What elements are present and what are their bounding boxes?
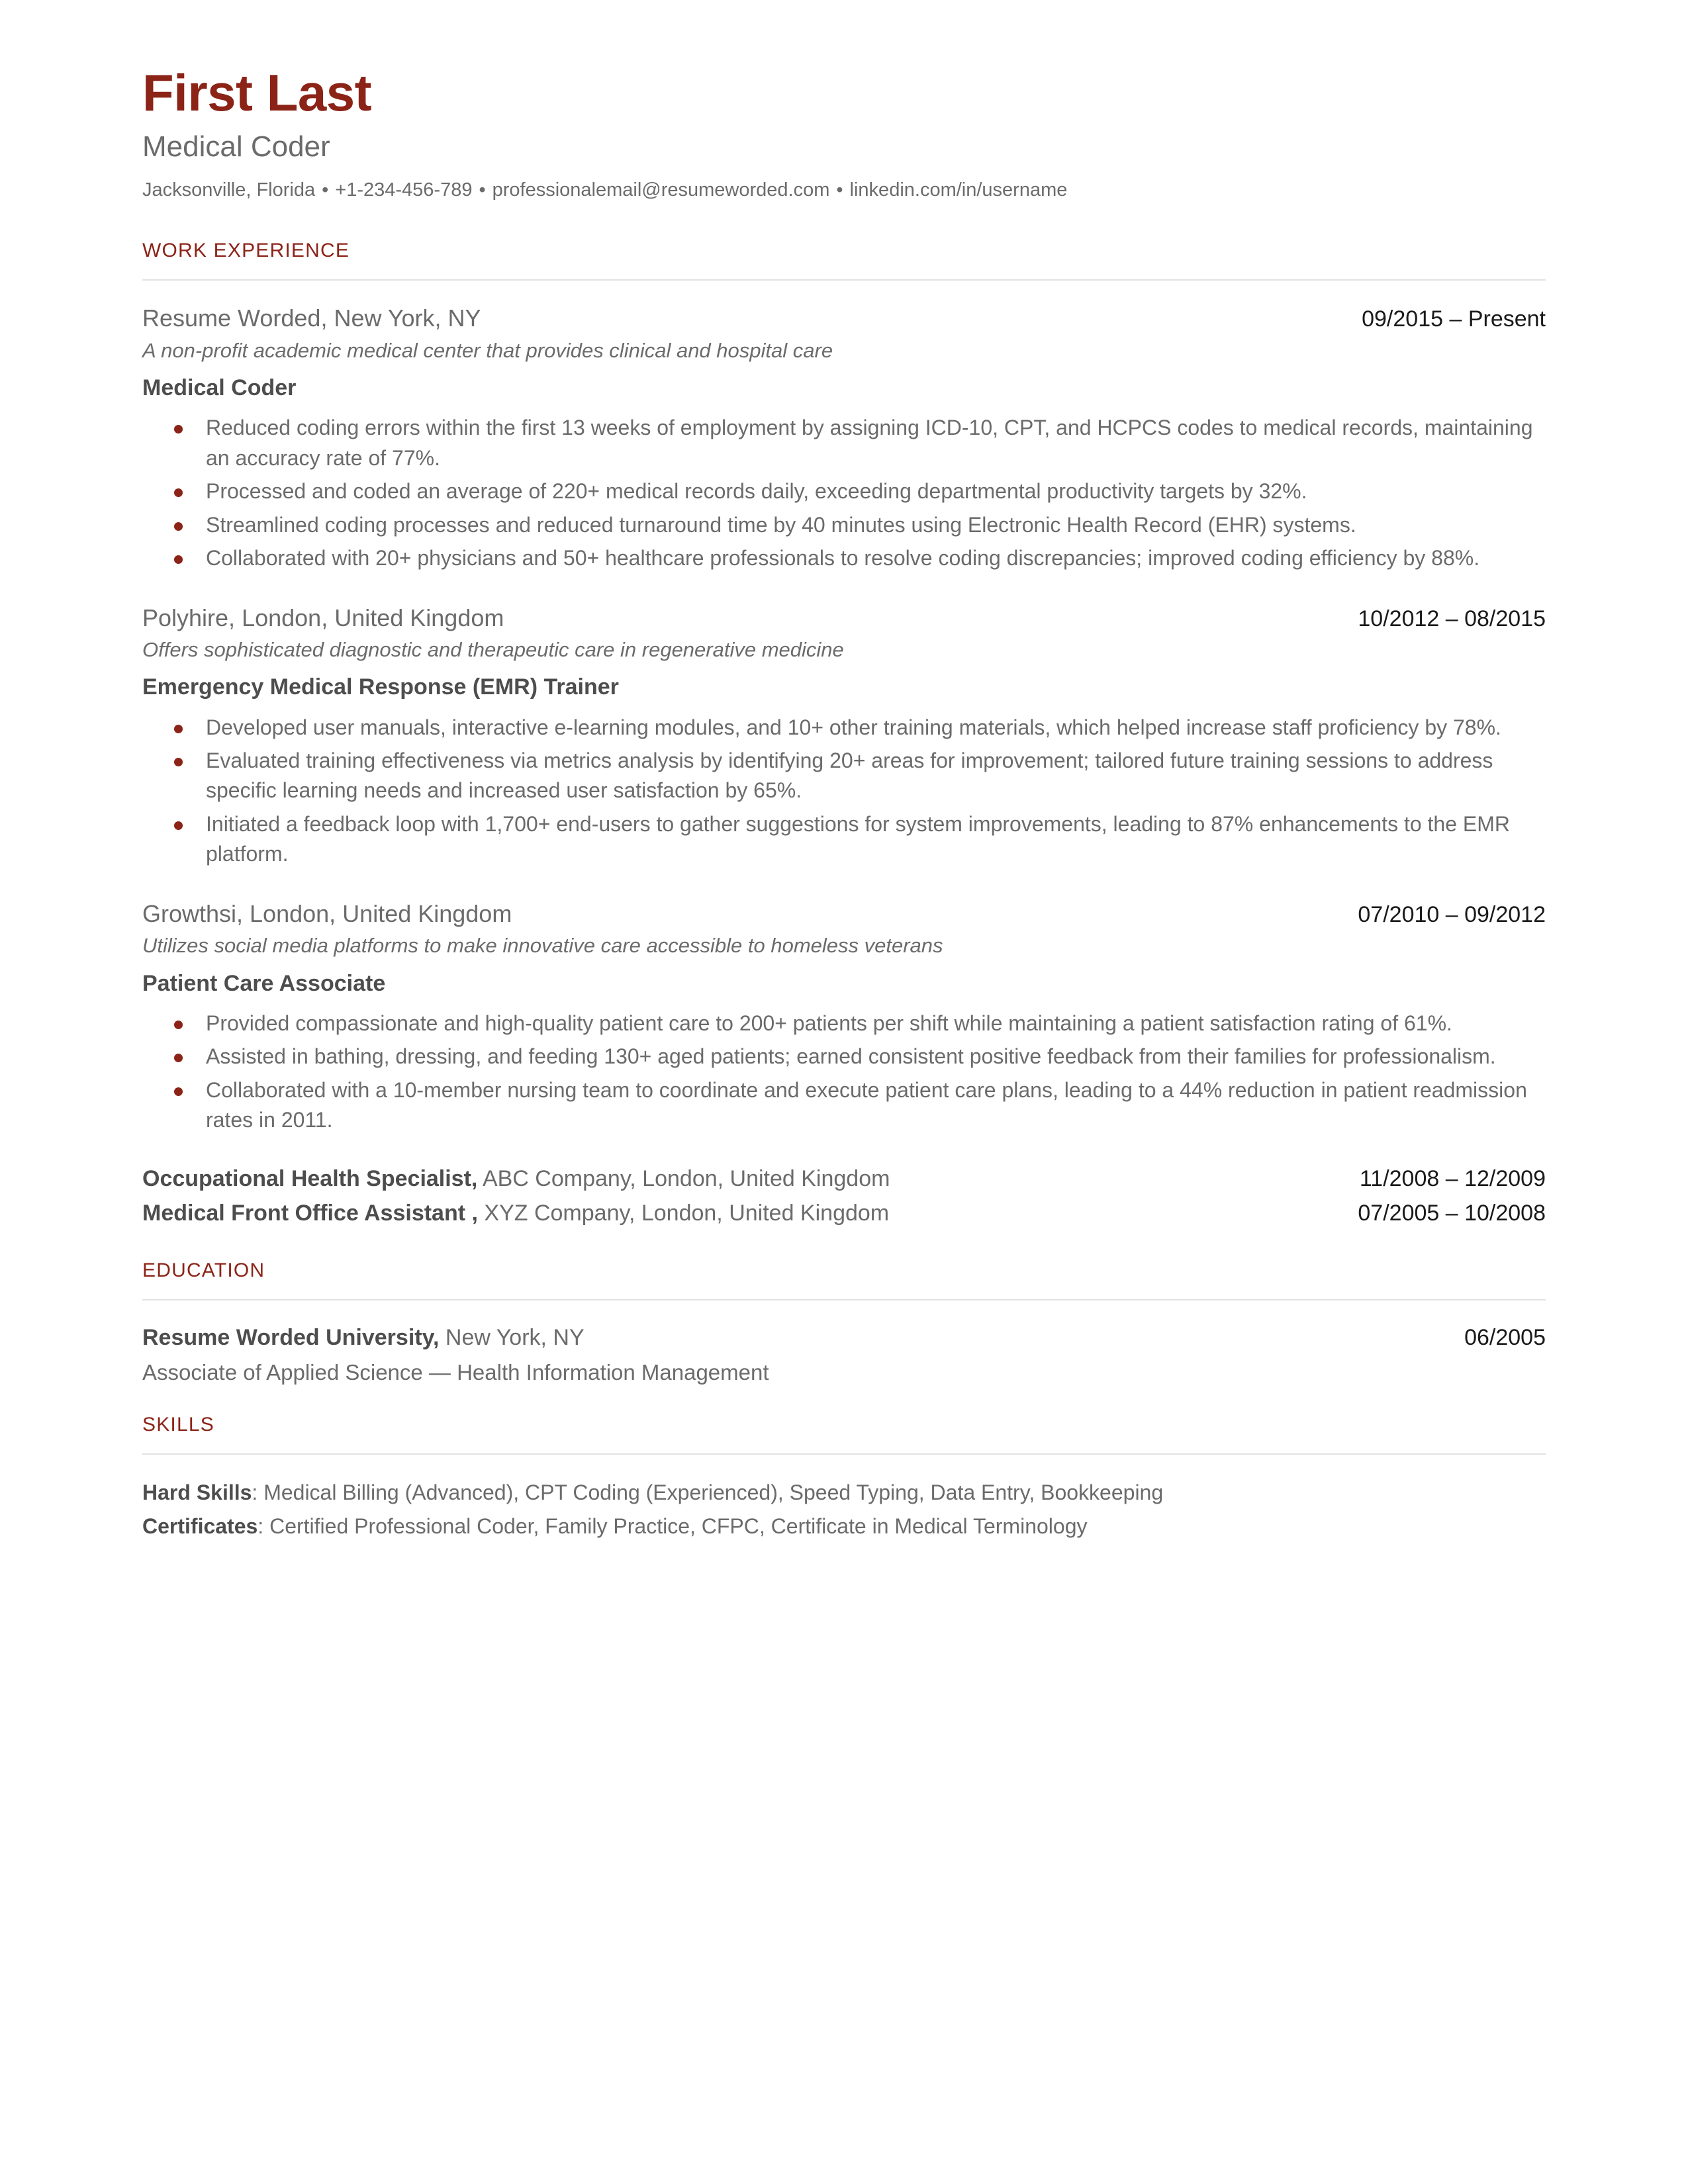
skills-row [142,1477,1546,1508]
skills-row-value: : Medical Billing (Advanced), CPT Coding (Experienced), Speed Typing, Data Entry, Bookkeeping [252,1480,1164,1505]
education-date: 06/2005 [1464,1325,1546,1351]
work-entry-dates: 10/2012 – 08/2015 [1358,606,1546,631]
bullet-item: Developed user manuals, interactive e-learning modules, and 10+ other training materials, which helped increase staff proficiency by 78%. [142,713,1546,743]
section-heading-skills: SKILLS [142,1414,214,1436]
contact-phone: +1-234-456-789 [335,179,473,201]
short-work-entry-role: Medical Front Office Assistant , [142,1201,478,1226]
contact-separator-icon: • [322,179,329,201]
spacer [142,1387,1546,1414]
education-entry-header [142,1323,1546,1352]
short-work-entry-role: Occupational Health Specialist, [142,1166,478,1192]
education-school [142,1323,585,1352]
work-entry-dates: 07/2010 – 09/2012 [1358,901,1546,927]
education-entry [142,1323,1546,1387]
contact-separator-icon: • [479,179,486,201]
section-heading-education: EDUCATION [142,1259,265,1282]
contact-separator-icon: • [836,179,843,201]
section-divider [142,279,1546,281]
short-work-entry-label [142,1199,889,1229]
candidate-name: First Last [142,64,372,122]
skills-row-label: Certificates [142,1514,258,1538]
work-entry-organization: Growthsi, London, United Kingdom [142,899,512,927]
short-work-entry [142,1199,1546,1229]
education-school-location: New York, NY [439,1325,585,1351]
short-work-entry-dates: 07/2005 – 10/2008 [1358,1201,1546,1226]
section-heading-work-experience: WORK EXPERIENCE [142,240,350,262]
work-entry-description: A non-profit academic medical center that provides clinical and hospital care [142,338,833,362]
bullet-item: Evaluated training effectiveness via metrics analysis by identifying 20+ areas for improvement; tailored future training sessions to address specific learning needs and increased user satisfaction by 65%. [142,746,1546,806]
work-entry [142,899,1546,1136]
bullet-item: Streamlined coding processes and reduced turnaround time by 40 minutes using Electronic Health Record (EHR) systems. [142,510,1546,540]
work-entry-bullets [142,1009,1546,1136]
contact-line [142,178,1546,203]
section-divider [142,1299,1546,1300]
short-work-entry-dates: 11/2008 – 12/2009 [1359,1166,1546,1192]
work-entry-description: Utilizes social media platforms to make innovative care accessible to homeless veterans [142,934,943,958]
spacer [142,1233,1546,1259]
short-work-entry-company: XYZ Company, London, United Kingdom [477,1201,890,1226]
work-entry-dates: 09/2015 – Present [1362,306,1546,332]
contact-email[interactable]: professionalemail@resumeworded.com [492,179,830,201]
education-school-name: Resume Worded University, [142,1325,440,1351]
work-entry-title: Emergency Medical Response (EMR) Trainer [142,674,619,700]
work-entry [142,603,1546,870]
work-entry-bullets [142,713,1546,870]
work-entry-description: Offers sophisticated diagnostic and therapeutic care in regenerative medicine [142,638,844,662]
bullet-item: Processed and coded an average of 220+ medical records daily, exceeding departmental productivity targets by 32%. [142,477,1546,506]
contact-linkedin[interactable]: linkedin.com/in/username [849,179,1068,201]
bullet-item: Reduced coding errors within the first 13 weeks of employment by assigning ICD-10, CPT, and HCPCS codes to medical records, maintaining an accuracy rate of 77%. [142,413,1546,473]
work-entry-header [142,603,1546,633]
skills-row [142,1511,1546,1541]
bullet-item: Initiated a feedback loop with 1,700+ end-users to gather suggestions for system improvements, leading to 87% enhancements to the EMR platform. [142,809,1546,870]
skills-row-label: Hard Skills [142,1480,252,1505]
education-degree: Associate of Applied Science — Health Information Management [142,1360,769,1385]
short-work-entry-company: ABC Company, London, United Kingdom [477,1166,890,1192]
contact-location: Jacksonville, Florida [142,179,316,201]
work-entry-title: Medical Coder [142,375,297,401]
bullet-item: Collaborated with a 10-member nursing team to coordinate and execute patient care plans, leading to a 44% reduction in patient readmission rates in 2011. [142,1075,1546,1136]
work-entry-organization: Polyhire, London, United Kingdom [142,604,504,631]
work-entry [142,303,1546,573]
short-work-entry-label [142,1164,890,1195]
work-entry-header [142,303,1546,334]
work-entry-title: Patient Care Associate [142,970,386,996]
work-entry-organization: Resume Worded, New York, NY [142,304,481,332]
work-entry-header [142,899,1546,929]
work-entry-bullets [142,413,1546,573]
skills-row-value: : Certified Professional Coder, Family Practice, CFPC, Certificate in Medical Terminology [258,1514,1088,1538]
bullet-item: Provided compassionate and high-quality patient care to 200+ patients per shift while maintaining a patient satisfaction rating of 61%. [142,1009,1546,1038]
short-work-entry [142,1164,1546,1195]
candidate-title: Medical Coder [142,130,330,163]
bullet-item: Collaborated with 20+ physicians and 50+ healthcare professionals to resolve coding discrepancies; improved coding efficiency by 88%. [142,543,1546,573]
bullet-item: Assisted in bathing, dressing, and feeding 130+ aged patients; earned consistent positive feedback from their families for professionalism. [142,1042,1546,1071]
section-divider [142,1453,1546,1455]
